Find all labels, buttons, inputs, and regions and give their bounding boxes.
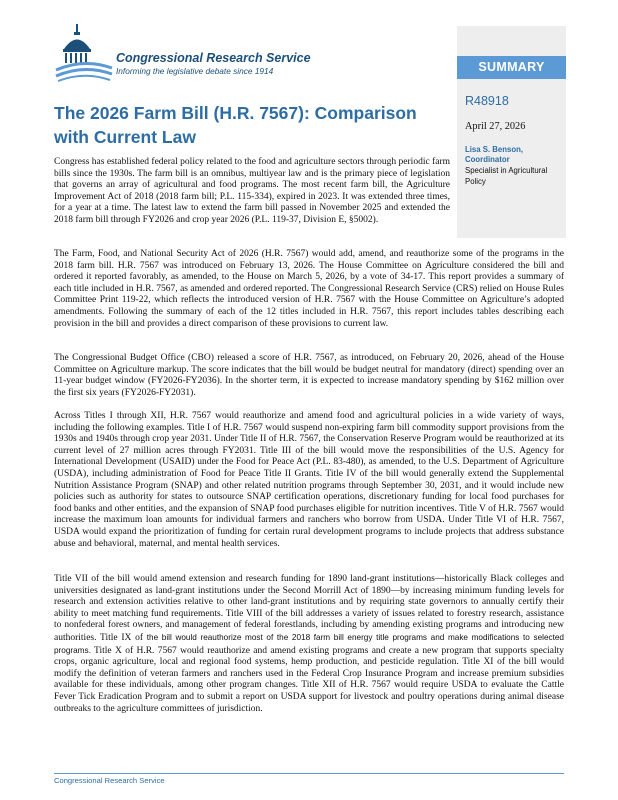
org-tagline: Informing the legislative debate since 1914: [116, 66, 274, 76]
paragraph-text: Title X of H.R. 7567 would reauthorize and amend existing programs and create a new program that supports specialty crops, organic agriculture, local and regional food systems, hemp production, and pesticide regulation. Title XI of the bill would modify the definition of veteran farmers and ranchers used in the Federal Crop Insurance Program and increase premium subsidies available for these individuals, among other program changes. Title XII of H.R. 7567 would require USDA to evaluate the Cattle Fever Tick Eradication Program and to submit a report on USDA support for livestock and poultry operations during animal disease outbreaks to the agriculture committees of jurisdiction.: [54, 645, 564, 714]
org-name: Congressional Research Service: [116, 51, 311, 65]
summary-paragraph: [54, 574, 564, 715]
crs-logo: [54, 24, 314, 84]
paragraph-text: Title VII of the bill would amend extension and research funding for 1890 land-grant institutions—historically Black colleges and universities designated as land-grant institutions under the Second Morrill Act of 1890—by increasing minimum funding levels for research and extension activities relative to other land-grant institutions and by requiring state governors to annually certify their ability to meet matching fund requirements. Title VIII of the bill addresses a variety of issues related to forestry research, assistance to nonfederal forest owners, and management of federal forestlands, including by amending existing programs and introducing new authorities. Title IX of: [54, 574, 564, 643]
report-number: R48918: [465, 94, 509, 108]
summary-paragraph: The Farm, Food, and National Security Act of 2026 (H.R. 7567) would add, amend, and reauthorize some of the programs in the 2018 farm bill. H.R. 7567 was introduced on February 13, 2026. The House Committee on Agriculture considered the bill and ordered it reported favorably, as amended, to the House on March 5, 2026, by a vote of 34-17. This report provides a summary of each title included in H.R. 7567, as amended and ordered reported. The Congressional Research Service (CRS) relied on House Rules Committee Print 119-22, which reflects the introduced version of H.R. 7567 with the House Committee on Agriculture’s adopted amendments. Following the summary of each of the 12 titles included in H.R. 7567, this report includes tables describing each provision in the bill and provides a direct comparison of these provisions to current law.: [54, 249, 564, 329]
footer-divider: [54, 773, 564, 774]
author-title: Specialist in Agricultural Policy: [465, 166, 548, 186]
report-date: April 27, 2026: [465, 121, 526, 132]
summary-heading: SUMMARY: [457, 56, 566, 79]
summary-sidebar: [457, 26, 566, 238]
paragraph-text: the bill would reauthorize most of the 2018 farm bill energy title programs and make modifications to selected programs.: [54, 632, 564, 655]
capitol-dome-logo-icon: [54, 24, 114, 82]
summary-paragraph: Across Titles I through XII, H.R. 7567 would reauthorize and amend food and agricultural policies in a wide variety of ways, including the following examples. Title I of H.R. 7567 would suspend non-expiring farm bill commodity support provisions from the 1930s and 1940s through crop year 2031. Under Title II of H.R. 7567, the Conservation Reserve Program would be reauthorized at its current level of 27 million acres through FY2031. Title III of the bill would move the responsibilities of the U.S. Agency for International Development (USAID) under the Food for Peace Act (P.L. 83-480), as amended, to the U.S. Department of Agriculture (USDA), including administration of Food for Peace Title II Grants. Title IV of the bill would generally extend the Supplemental Nutrition Assistance Program (SNAP) and other related nutrition programs through September 30, 2031, and it would include new policies such as authority for states to outsource SNAP certification operations, discretionary funding for local food purchases for food banks and other entities, and the expansion of SNAP food purchases eligible for nutrition incentives. Title V of H.R. 7567 would increase the maximum loan amounts for individual farmers and ranchers who borrow from USDA. Under Title VI of H.R. 7567, USDA would expand the prioritization of funding for certain rural development programs to include projects that address substance abuse and behavioral, maternal, and mental health services.: [54, 411, 564, 549]
summary-paragraph: The Congressional Budget Office (CBO) released a score of H.R. 7567, as introduced, on February 20, 2026, ahead of the House Committee on Agriculture markup. The score indicates that the bill would be budget neutral for mandatory (direct) spending over an 11-year budget window (FY2026-FY2036). In the shorter term, it is expected to increase mandatory spending by $162 million over the first six years (FY2026-FY2031).: [54, 353, 564, 398]
footer-text: Congressional Research Service: [54, 776, 165, 785]
author-name: Lisa S. Benson,: [465, 145, 524, 154]
report-title: The 2026 Farm Bill (H.R. 7567): Comparison with Current Law: [54, 103, 417, 147]
summary-paragraph: Congress has established federal policy related to the food and agriculture sectors through periodic farm bills since the 1930s. The farm bill is an omnibus, multiyear law and is the primary piece of legislation that governs an array of agricultural and food programs. The most recent farm bill, the Agriculture Improvement Act of 2018 (2018 farm bill; P.L. 115-334), expired in 2023. It was extended three times, for a year at a time. The latest law to extend the farm bill passed in November 2025 and extended the 2018 farm bill through FY2026 and crop year 2026 (P.L. 119-37, Division E, §5002).: [54, 157, 450, 225]
author-role: Coordinator: [465, 155, 510, 164]
